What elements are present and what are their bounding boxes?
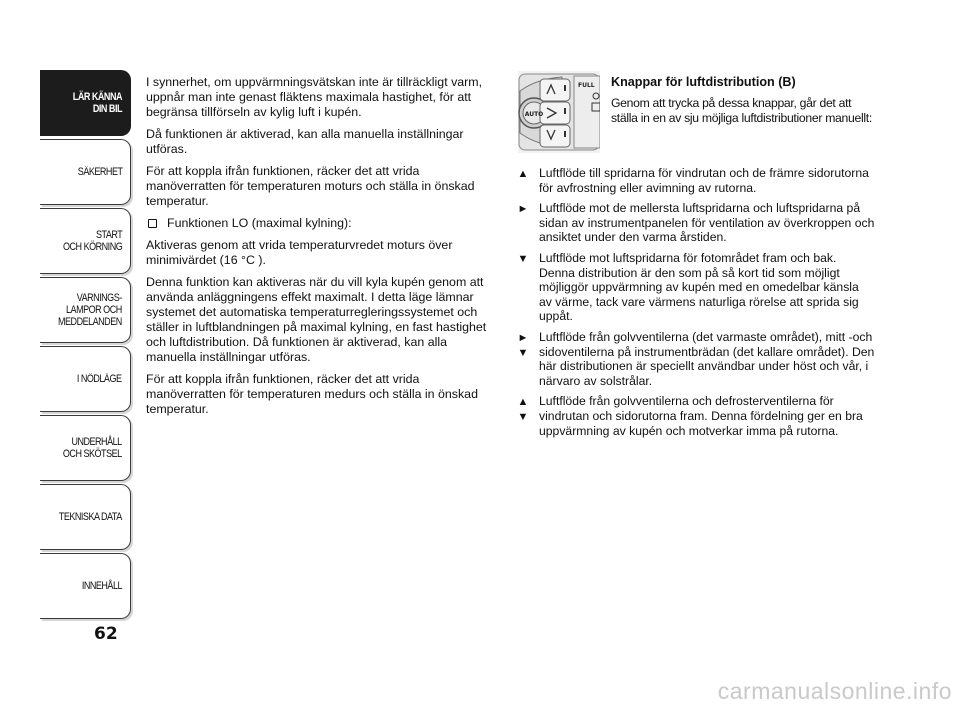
full-label: FULL bbox=[578, 82, 595, 89]
list-item bbox=[515, 251, 875, 324]
square-bullet-icon bbox=[148, 219, 157, 228]
arrow-down-icon: ▼ bbox=[517, 252, 529, 265]
tab-start-och-korning[interactable]: START OCH KÖRNING bbox=[40, 208, 131, 274]
paragraph: Då funktionen är aktiverad, kan alla manuella inställningar utföras. bbox=[146, 127, 464, 156]
list-item bbox=[515, 201, 875, 245]
list-item bbox=[515, 166, 875, 195]
list-item bbox=[515, 394, 875, 438]
left-text-column bbox=[146, 75, 496, 424]
paragraph: Aktiveras genom att vrida temperaturvredet moturs över minimivärdet (16 °C ). bbox=[146, 238, 453, 267]
paragraph: I synnerhet, om uppvärmningsvätskan inte är tillräckligt varm, uppnår man inte genast fläktens maximala hastighet, för att begränsa tillförseln av kylig luft i kupén. bbox=[146, 75, 483, 119]
tab-varningslampor[interactable]: VARNINGS- LAMPOR OCH MEDDELANDEN bbox=[40, 277, 131, 343]
tab-innehall[interactable]: INNEHÅLL bbox=[40, 553, 131, 619]
auto-label: AUTO bbox=[524, 111, 544, 118]
item-text: Luftflöde från golvventilerna och defrosterventilerna för vindrutan och sidorutorna fram. Denna fördelning ger en bra uppvärmning av kupén och motverkar imma på rutorna. bbox=[539, 394, 863, 438]
arrow-up-icon: ▲ bbox=[517, 168, 529, 180]
tab-i-nodlage[interactable]: I NÖDLÄGE bbox=[40, 346, 131, 412]
arrow-right-icon: ► bbox=[517, 203, 529, 216]
climate-panel-illustration bbox=[518, 71, 600, 153]
item-text: Luftflöde från golvventilerna (det varmaste området), mitt -och sidoventilerna på instrumentbrädan (det kallare området). Den här distributionen är speciellt användbar under höst och vår, i närvaro av solstrålar. bbox=[539, 329, 875, 388]
lo-function-bullet bbox=[146, 216, 496, 231]
bullet-text: Funktionen LO (maximal kylning): bbox=[167, 216, 352, 230]
arrow-right-icon: ► bbox=[517, 331, 529, 344]
tab-lar-kanna-din-bil[interactable]: LÄR KÄNNA DIN BIL bbox=[40, 70, 131, 136]
section-intro: Genom att trycka på dessa knappar, går det att ställa in en av sju möjliga luftdistributioner manuellt: bbox=[611, 96, 872, 125]
paragraph: För att koppla ifrån funktionen, räcker det att vrida manöverratten för temperaturen medurs och ställa in önskad temperatur. bbox=[146, 372, 478, 416]
tab-sakerhet[interactable]: SÄKERHET bbox=[40, 139, 131, 205]
section-heading: Knappar för luftdistribution (B) bbox=[611, 75, 796, 89]
list-item bbox=[515, 330, 875, 388]
paragraph: För att koppla ifrån funktionen, räcker det att vrida manöverratten för temperaturen moturs och ställa in önskad temperatur. bbox=[146, 164, 475, 208]
item-text: Luftflöde mot luftspridarna för fotområdet fram och bak. Denna distribution är den som på så kort tid som möjligt möjliggör uppvärmning av kupén med en omedelbar känsla av värme, tack vare värmens naturliga rörelse att sprida sig uppåt. bbox=[539, 250, 859, 324]
arrow-down-icon: ▼ bbox=[517, 346, 529, 359]
watermark: carmanualsonline.info bbox=[717, 678, 952, 704]
arrow-down-icon: ▼ bbox=[517, 410, 529, 423]
tab-underhall[interactable]: UNDERHÅLL OCH SKÖTSEL bbox=[40, 415, 131, 481]
distribution-list bbox=[515, 166, 875, 444]
item-text: Luftflöde till spridarna för vindrutan och de främre sidorutorna för avfrostning eller avimning av rutorna. bbox=[539, 166, 869, 195]
item-text: Luftflöde mot de mellersta luftspridarna och luftspridarna på sidan av instrumentpanelen för ventilation av överkroppen och ansiktet under den varma årstiden. bbox=[539, 201, 875, 245]
arrow-up-icon: ▲ bbox=[517, 396, 529, 409]
paragraph: Denna funktion kan aktiveras när du vill kyla kupén genom att använda anläggningens effekt maximalt. I detta läge lämnar systemet det automatiska temperaturregleringssystemet och ställer in luftblandningen på maximal kylning, en fast hastighet och luftdistribution. Då funktionen är aktiverad, kan alla manuella inställningar utföras. bbox=[146, 275, 487, 364]
page-number: 62 bbox=[94, 624, 118, 644]
tab-tekniska-data[interactable]: TEKNISKA DATA bbox=[40, 484, 131, 550]
